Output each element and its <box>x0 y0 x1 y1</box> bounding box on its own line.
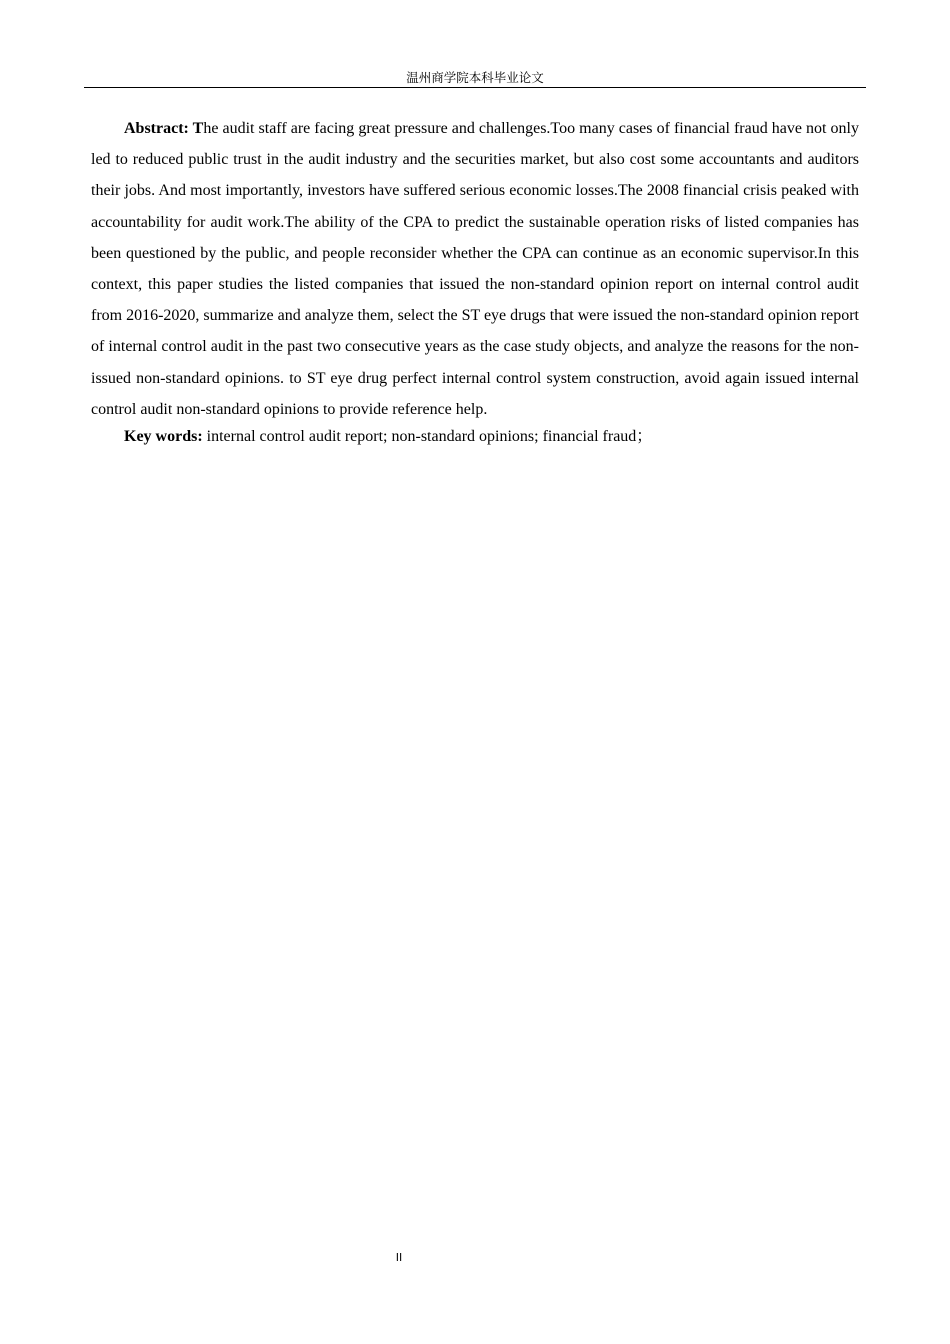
header-divider <box>84 87 866 88</box>
keywords-text: internal control audit report; non-standard opinions; financial fraud； <box>202 428 653 445</box>
keywords-paragraph <box>91 424 859 450</box>
abstract-text: he audit staff are facing great pressure and challenges.Too many cases of financial fraud have not only led to reduced public trust in the audit industry and the securities market, but also cost some accountants and auditors their jobs. And most importantly, investors have suffered serious economic losses.The 2008 financial crisis peaked with accountability for audit work.The ability of the CPA to predict the sustainable operation risks of listed companies has been questioned by the public, and people reconsider whether the CPA can continue as an economic supervisor.In this context, this paper studies the listed companies that issued the non-standard opinion report on internal control audit from 2016-2020, summarize and analyze them, select the ST eye drugs that were issued the non-standard opinion report of internal control audit in the past two consecutive years as the case study objects, and analyze the reasons for the non-issued non-standard opinions. to ST eye drug perfect internal control system construction, avoid again issued internal control audit non-standard opinions to provide reference help. <box>91 120 860 418</box>
keywords-label: Key words: <box>124 428 203 445</box>
abstract-label: Abstract: T <box>124 120 204 137</box>
page-header-title: 温州商学院本科毕业论文 <box>406 70 544 85</box>
abstract-paragraph <box>91 113 859 425</box>
page-number: II <box>395 1251 403 1264</box>
